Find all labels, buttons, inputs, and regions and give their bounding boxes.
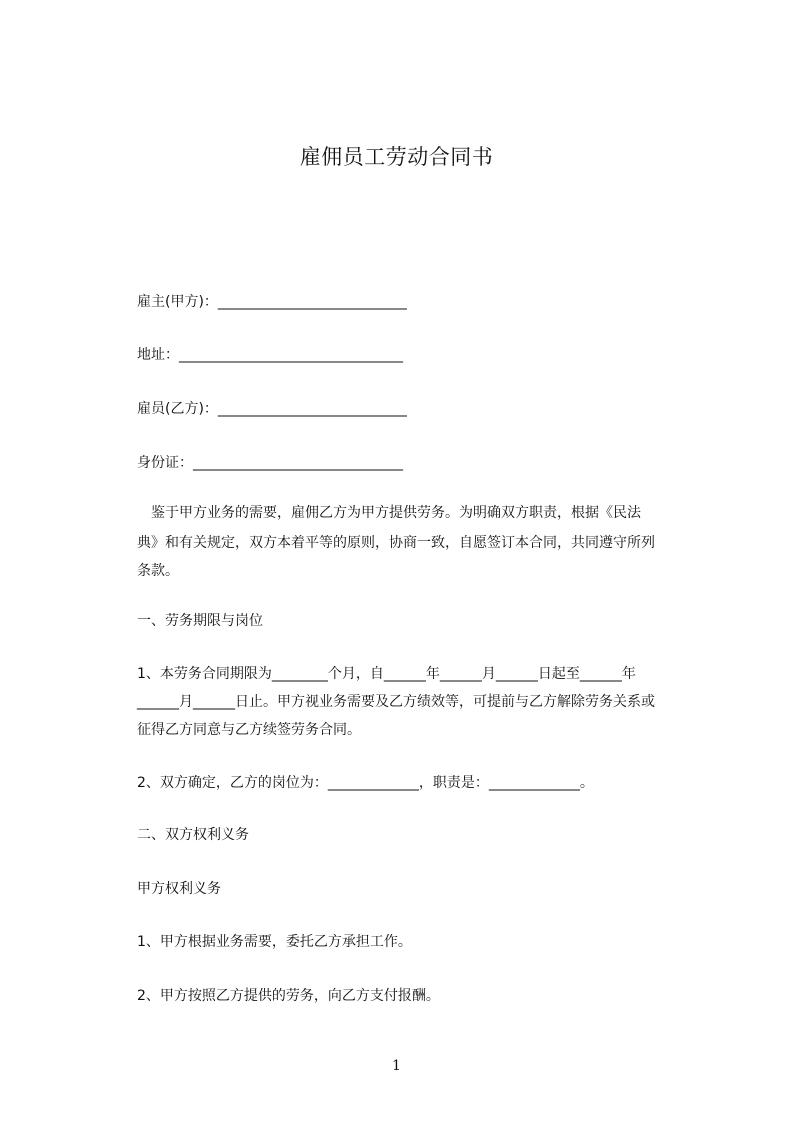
- party-b-field: 雇员(乙方)：___________________________: [137, 401, 407, 417]
- document-title: 雇佣员工劳动合同书: [299, 145, 494, 169]
- address-field: 地址：________________________________: [137, 347, 403, 363]
- clause-line: ______月______日止。甲方视业务需要及乙方绩效等，可提前与乙方解除劳务关系或: [137, 694, 655, 710]
- preamble-line: 典》和有关规定，双方本着平等的原则，协商一致，自愿签订本合同，共同遵守所列: [137, 535, 655, 551]
- page-number: 1: [392, 1058, 401, 1074]
- section-1-heading: 一、劳务期限与岗位: [137, 613, 263, 629]
- party-a-right-2: 2、甲方按照乙方提供的劳务，向乙方支付报酬。: [137, 988, 440, 1004]
- preamble-line: 鉴于甲方业务的需要，雇佣乙方为甲方提供劳务。为明确双方职责，根据《民法: [137, 505, 641, 521]
- party-a-rights-heading: 甲方权利义务: [137, 881, 221, 897]
- clause-line: 征得乙方同意与乙方续签劳务合同。: [137, 722, 361, 738]
- clause-1-2: 2、双方确定，乙方的岗位为：_____________，职责是：_____________。: [137, 775, 594, 791]
- clause-line: 1、本劳务合同期限为________个月，自______年______月______日起至______年: [137, 666, 636, 682]
- section-2-heading: 二、双方权利义务: [137, 827, 249, 843]
- preamble-line: 条款。: [137, 563, 179, 579]
- party-a-right-1: 1、甲方根据业务需要，委托乙方承担工作。: [137, 934, 412, 950]
- id-number-field: 身份证：______________________________: [137, 455, 403, 471]
- party-a-field: 雇主(甲方)：___________________________: [137, 294, 407, 310]
